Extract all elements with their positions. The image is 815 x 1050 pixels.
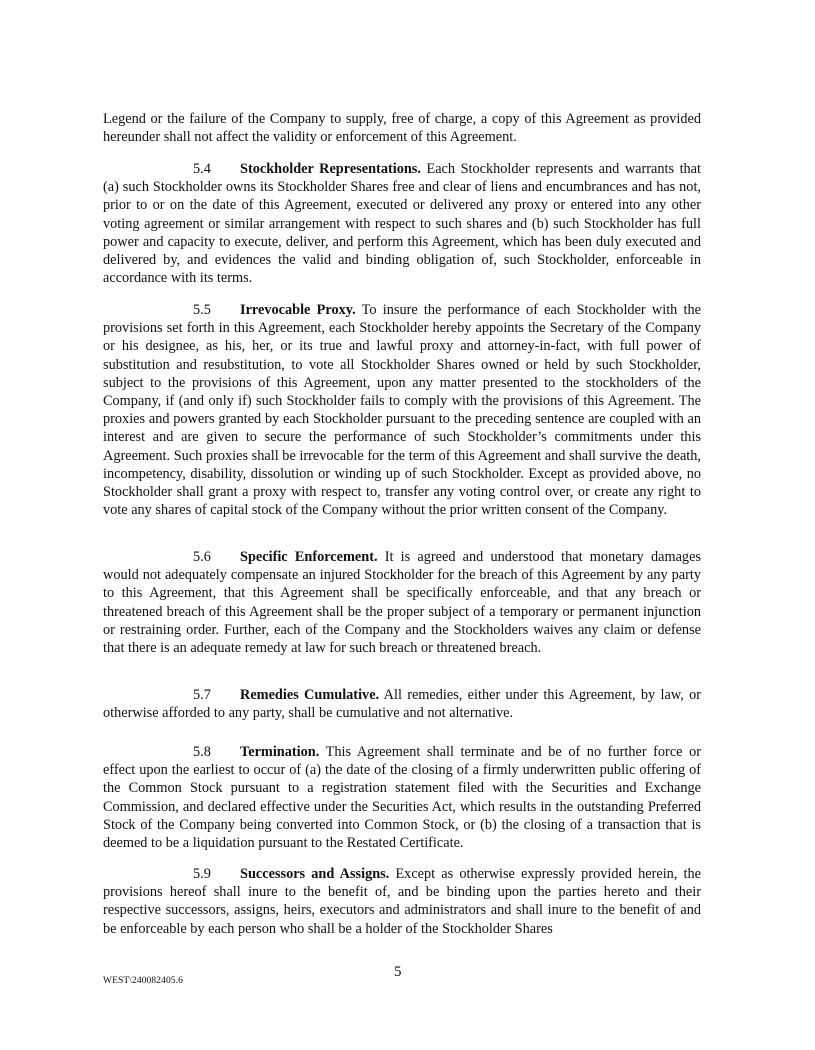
section-heading: Irrevocable Proxy. (240, 302, 356, 318)
section-heading: Stockholder Representations. (240, 161, 421, 177)
section-5-4 (103, 160, 701, 287)
section-5-7 (103, 686, 701, 722)
section-heading: Termination. (240, 744, 320, 760)
section-text: To insure the performance of each Stockholder with the provisions set forth in this Agreement, each Stockholder hereby appoints the Secretary of the Company or his designee, as his, her, or its true and lawful proxy and attorney-in-fact, with full power of substitution and resubstitution, to vote all Stockholder Shares owned or held by such Stockholder, subject to the provisions of this Agreement, upon any matter presented to the stockholders of the Company, if (and only if) such Stockholder fails to comply with the provisions of this Agreement. The proxies and powers granted by each Stockholder pursuant to the preceding sentence are coupled with an interest and are given to secure the performance of such Stockholder’s commitments under this Agreement. Such proxies shall be irrevocable for the term of this Agreement and shall survive the death, incompetency, disability, dissolution or winding up of such Stockholder. Except as provided above, no Stockholder shall grant a proxy with respect to, transfer any voting control over, or create any right to vote any shares of capital stock of the Company without the prior written consent of the Company. (103, 302, 702, 519)
section-5-8 (103, 743, 701, 852)
intro-text: Legend or the failure of the Company to supply, free of charge, a copy of this Agreement as provided hereunder shall not affect the validity or enforcement of this Agreement. (103, 111, 701, 146)
section-heading: Successors and Assigns. (240, 866, 390, 882)
section-5-5 (103, 301, 701, 519)
intro-paragraph (103, 110, 701, 146)
section-number: 5.8 (193, 744, 211, 760)
section-5-9 (103, 865, 701, 938)
section-number: 5.7 (193, 687, 211, 703)
page-number: 5 (394, 964, 402, 980)
section-text: Except as otherwise expressly provided herein, the provisions hereof shall inure to the benefit of, and be binding upon the parties hereto and their respective successors, assigns, heirs, executors and administrators and shall inure to the benefit of and be enforceable by each person who shall be a holder of the Stockholder Shares (103, 866, 701, 937)
section-heading: Specific Enforcement. (240, 549, 378, 565)
section-heading: Remedies Cumulative. (240, 687, 380, 703)
section-number: 5.9 (193, 866, 211, 882)
section-5-6 (103, 548, 701, 657)
section-text: All remedies, either under this Agreement, by law, or otherwise afforded to any party, shall be cumulative and not alternative. (103, 687, 701, 722)
document-id: WEST\240082405.6 (103, 976, 183, 986)
section-number: 5.6 (193, 549, 211, 565)
section-text: This Agreement shall terminate and be of no further force or effect upon the earliest to occur of (a) the date of the closing of a firmly underwritten public offering of the Common Stock pursuant to a registration statement filed with the Securities and Exchange Commission, and declared effective under the Securities Act, which results in the outstanding Preferred Stock of the Company being converted into Common Stock, or (b) the closing of a transaction that is deemed to be a liquidation pursuant to the Restated Certificate. (103, 744, 701, 852)
section-text: Each Stockholder represents and warrants that (a) such Stockholder owns its Stockholder Shares free and clear of liens and encumbrances and has not, prior to or on the date of this Agreement, executed or delivered any proxy or entered into any other voting agreement or similar arrangement with respect to such shares and (b) such Stockholder has full power and capacity to execute, deliver, and perform this Agreement, which has been duly executed and delivered by, and evidences the valid and binding obligation of, such Stockholder, enforceable in accordance with its terms. (103, 161, 702, 287)
section-number: 5.5 (193, 302, 211, 318)
section-text: It is agreed and understood that monetary damages would not adequately compensate an injured Stockholder for the breach of this Agreement by any party to this Agreement, that this Agreement shall be specifically enforceable, and that any breach or threatened breach of this Agreement shall be the proper subject of a temporary or permanent injunction or restraining order. Further, each of the Company and the Stockholders waives any claim or defense that there is an adequate remedy at law for such breach or threatened breach. (103, 549, 701, 657)
section-number: 5.4 (193, 161, 211, 177)
